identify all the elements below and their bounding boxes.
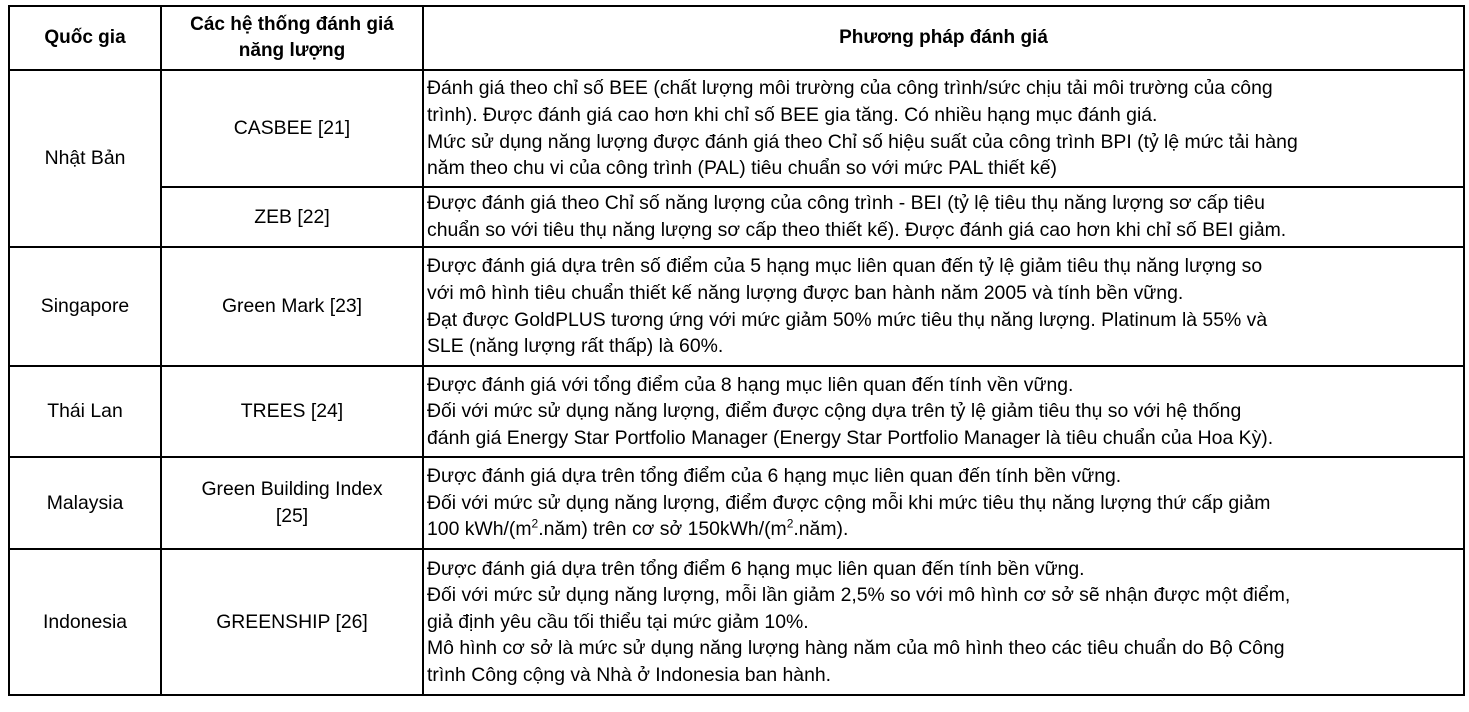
method-line: Đối với mức sử dụng năng lượng, điểm được cộng mỗi khi mức tiêu thụ năng lượng thứ cấp giảm	[427, 491, 1271, 514]
method-line: Đối với mức sử dụng năng lượng, điểm được cộng dựa trên tỷ lệ giảm tiêu thụ so với hệ thống	[427, 400, 1242, 423]
method-cell	[423, 366, 1464, 457]
table-row	[9, 549, 1464, 695]
method-line	[427, 516, 1460, 543]
header-country: Quốc gia	[9, 6, 161, 70]
system-cell: Green Mark [23]	[161, 247, 423, 366]
method-line: giả định yêu cầu tối thiểu tại mức giảm 10%.	[427, 610, 809, 633]
method-cell	[423, 187, 1464, 247]
method-text-part: 100 kWh/(m	[427, 518, 532, 541]
method-line: Đánh giá theo chỉ số BEE (chất lượng môi trường của công trình/sức chịu tải môi trường của công	[427, 77, 1273, 100]
method-line: Đạt được GoldPLUS tương ứng với mức giảm 50% mức tiêu thụ năng lượng. Platinum là 55% và	[427, 308, 1268, 331]
system-cell: GREENSHIP [26]	[161, 549, 423, 695]
header-system: Các hệ thống đánh giá năng lượng	[161, 6, 423, 70]
table-row	[9, 366, 1464, 457]
method-line: Được đánh giá dựa trên tổng điểm 6 hạng mục liên quan đến tính bền vững.	[427, 557, 1085, 580]
method-text-part: .năm) trên cơ sở 150kWh/(m	[538, 518, 787, 541]
country-cell: Singapore	[9, 247, 161, 366]
superscript: 2	[786, 516, 794, 531]
method-line: trình). Được đánh giá cao hơn khi chỉ số BEE gia tăng. Có nhiều hạng mục đánh giá.	[427, 103, 1158, 126]
method-text-part: .năm).	[793, 518, 849, 541]
table-row	[9, 187, 1464, 247]
method-line: Được đánh giá dựa trên tổng điểm của 6 hạng mục liên quan đến tính bền vững.	[427, 465, 1122, 488]
method-line: Đối với mức sử dụng năng lượng, mỗi lần giảm 2,5% so với mô hình cơ sở sẽ nhận được một điểm,	[427, 584, 1291, 607]
method-line: đánh giá Energy Star Portfolio Manager (Energy Star Portfolio Manager là tiêu chuẩn của Hoa Kỳ).	[427, 426, 1274, 449]
method-line: năm theo chu vi của công trình (PAL) tiêu chuẩn so với mức PAL thiết kế)	[427, 157, 1057, 180]
table-row	[9, 247, 1464, 366]
country-cell: Indonesia	[9, 549, 161, 695]
header-method: Phương pháp đánh giá	[423, 6, 1464, 70]
method-line: Mô hình cơ sở là mức sử dụng năng lượng hàng năm của mô hình theo các tiêu chuẩn do Bộ Công	[427, 637, 1285, 660]
method-cell	[423, 70, 1464, 187]
system-line: Green Building Index	[201, 478, 383, 501]
system-cell: TREES [24]	[161, 366, 423, 457]
method-line: Mức sử dụng năng lượng được đánh giá theo Chỉ số hiệu suất của công trình BPI (tỷ lệ mức tải hàng	[427, 130, 1298, 153]
method-cell	[423, 549, 1464, 695]
method-line: trình Công cộng và Nhà ở Indonesia ban hành.	[427, 663, 832, 686]
table-row	[9, 457, 1464, 549]
table-row	[9, 70, 1464, 187]
country-cell: Nhật Bản	[9, 70, 161, 247]
energy-rating-table	[8, 5, 1465, 696]
method-cell	[423, 247, 1464, 366]
method-line: Được đánh giá theo Chỉ số năng lượng của công trình - BEI (tỷ lệ tiêu thụ năng lượng sơ cấp tiêu	[427, 192, 1265, 215]
country-cell: Thái Lan	[9, 366, 161, 457]
method-line: SLE (năng lượng rất thấp) là 60%.	[427, 335, 724, 358]
evaluation-table-wrapper	[8, 5, 1463, 696]
method-cell	[423, 457, 1464, 549]
superscript: 2	[531, 516, 539, 531]
method-line: chuẩn so với tiêu thụ năng lượng sơ cấp theo thiết kế). Được đánh giá cao hơn khi chỉ số BEI giảm.	[427, 219, 1287, 241]
system-cell: CASBEE [21]	[161, 70, 423, 187]
method-line: với mô hình tiêu chuẩn thiết kế năng lượng được ban hành năm 2005 và tính bền vững.	[427, 281, 1184, 304]
system-line: [25]	[275, 505, 309, 527]
method-line: Được đánh giá dựa trên số điểm của 5 hạng mục liên quan đến tỷ lệ giảm tiêu thụ năng lượng so	[427, 255, 1263, 278]
header-row	[9, 6, 1464, 70]
system-cell	[161, 457, 423, 549]
system-cell: ZEB [22]	[161, 187, 423, 247]
method-line: Được đánh giá với tổng điểm của 8 hạng mục liên quan đến tính vền vững.	[427, 373, 1074, 396]
country-cell: Malaysia	[9, 457, 161, 549]
